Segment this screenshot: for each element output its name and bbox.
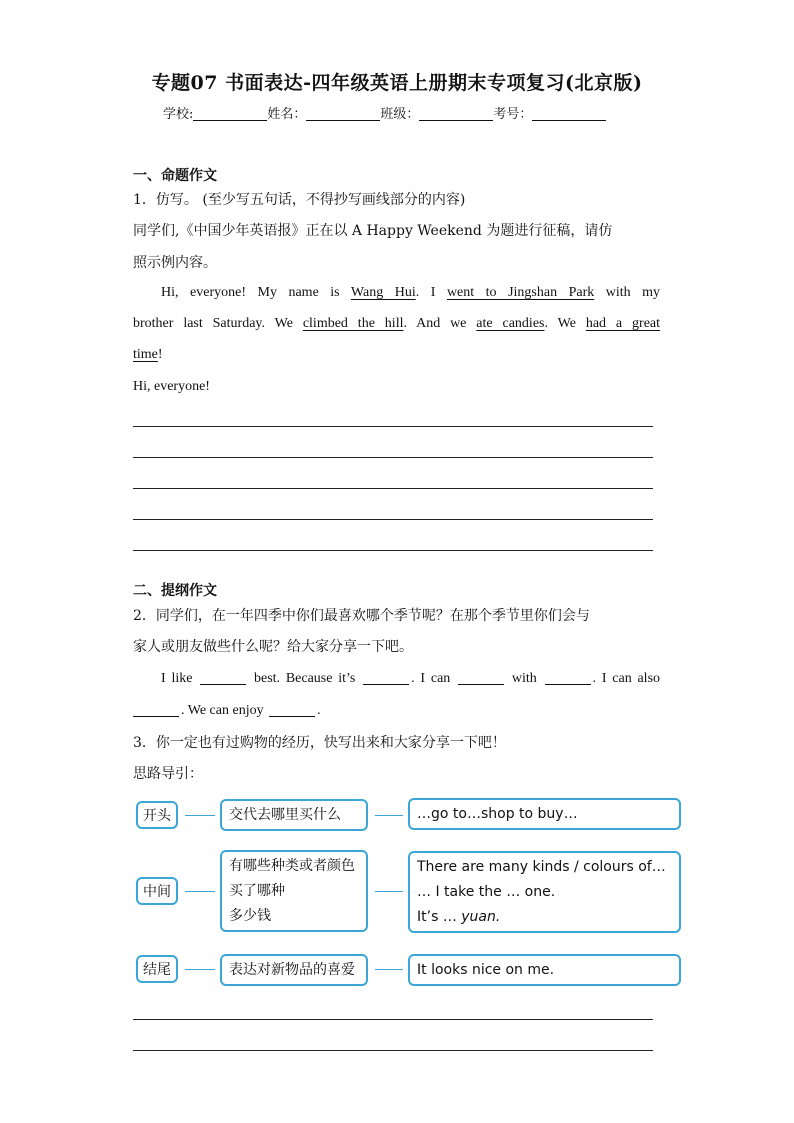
writing-line-5[interactable] <box>133 550 653 551</box>
writing-line-6[interactable] <box>133 1019 653 1020</box>
mindmap-en-opening: …go to…shop to buy… <box>408 798 681 830</box>
connector <box>185 891 215 892</box>
also-blank[interactable] <box>133 702 179 717</box>
person-blank[interactable] <box>545 670 591 685</box>
writing-line-4[interactable] <box>133 519 653 520</box>
school-blank[interactable] <box>193 106 267 121</box>
writing-line-3[interactable] <box>133 488 653 489</box>
writing-start: Hi, everyone! <box>133 379 210 394</box>
q2-template-line-1: I like best. Because it’s . I can with . I can also <box>161 671 661 686</box>
class-blank[interactable] <box>419 106 493 121</box>
page-title: 专题07 书面表达-四年级英语上册期末专项复习(北京版) <box>151 72 643 94</box>
q1-description-cont: 照示例内容。 <box>133 255 217 271</box>
guide-label: 思路导引： <box>133 766 203 782</box>
connector <box>375 969 403 970</box>
name-blank[interactable] <box>306 106 380 121</box>
section2-heading: 二、提纲作文 <box>133 583 217 599</box>
underlined-had: had a great <box>585 316 661 331</box>
q2-template-line-2: . We can enjoy . <box>133 702 321 719</box>
underlined-time: time <box>133 347 158 362</box>
school-label: 学校: <box>163 107 194 122</box>
connector <box>375 891 403 892</box>
writing-line-7[interactable] <box>133 1050 653 1051</box>
mindmap-label-ending: 结尾 <box>136 955 178 983</box>
student-info-line <box>163 103 606 122</box>
name-label: 姓名： <box>267 107 307 122</box>
underlined-climbed: climbed the hill <box>302 316 404 331</box>
example-line-2: brother last Saturday. We climbed the hill. And we ate candies. We had a great <box>133 316 661 331</box>
mindmap-cn-middle: 有哪些种类或者颜色 买了哪种 多少钱 <box>220 850 368 932</box>
exam-no-blank[interactable] <box>532 106 606 121</box>
example-line-3: time! <box>133 347 163 362</box>
underlined-ate: ate candies <box>476 316 545 331</box>
q1-description: 同学们,《中国少年英语报》正在以 A Happy Weekend 为题进行征稿，请仿 <box>133 223 613 239</box>
connector <box>375 815 403 816</box>
season-blank[interactable] <box>200 670 246 685</box>
enjoy-blank[interactable] <box>269 702 315 717</box>
example-line-1: Hi, everyone! My name is Wang Hui. I went to Jingshan Park with my <box>161 285 661 300</box>
class-label: 班级： <box>380 107 420 122</box>
underlined-name: Wang Hui <box>350 285 416 300</box>
reason-blank[interactable] <box>363 670 409 685</box>
q2-prompt-cont: 家人或朋友做些什么呢？给大家分享一下吧。 <box>133 639 413 655</box>
writing-line-1[interactable] <box>133 426 653 427</box>
writing-line-2[interactable] <box>133 457 653 458</box>
mindmap-en-middle: There are many kinds / colours of… … I take the … one. It’s … yuan. <box>408 851 681 933</box>
connector <box>185 815 215 816</box>
underlined-went: went to Jingshan Park <box>446 285 595 300</box>
q1-instruction: 1．仿写。 (至少写五句话，不得抄写画线部分的内容) <box>133 192 466 208</box>
mindmap-cn-ending: 表达对新物品的喜爱 <box>220 954 368 986</box>
activity-blank[interactable] <box>458 670 504 685</box>
mindmap-cn-opening: 交代去哪里买什么 <box>220 799 368 831</box>
connector <box>185 969 215 970</box>
q3-prompt: 3．你一定也有过购物的经历，快写出来和大家分享一下吧！ <box>133 735 506 751</box>
mindmap-en-ending: It looks nice on me. <box>408 954 681 986</box>
section1-heading: 一、命题作文 <box>133 168 217 184</box>
mindmap-label-opening: 开头 <box>136 801 178 829</box>
mindmap-label-middle: 中间 <box>136 877 178 905</box>
q2-prompt: 2．同学们，在一年四季中你们最喜欢哪个季节呢？在那个季节里你们会与 <box>133 608 590 624</box>
exam-no-label: 考号： <box>493 107 533 122</box>
